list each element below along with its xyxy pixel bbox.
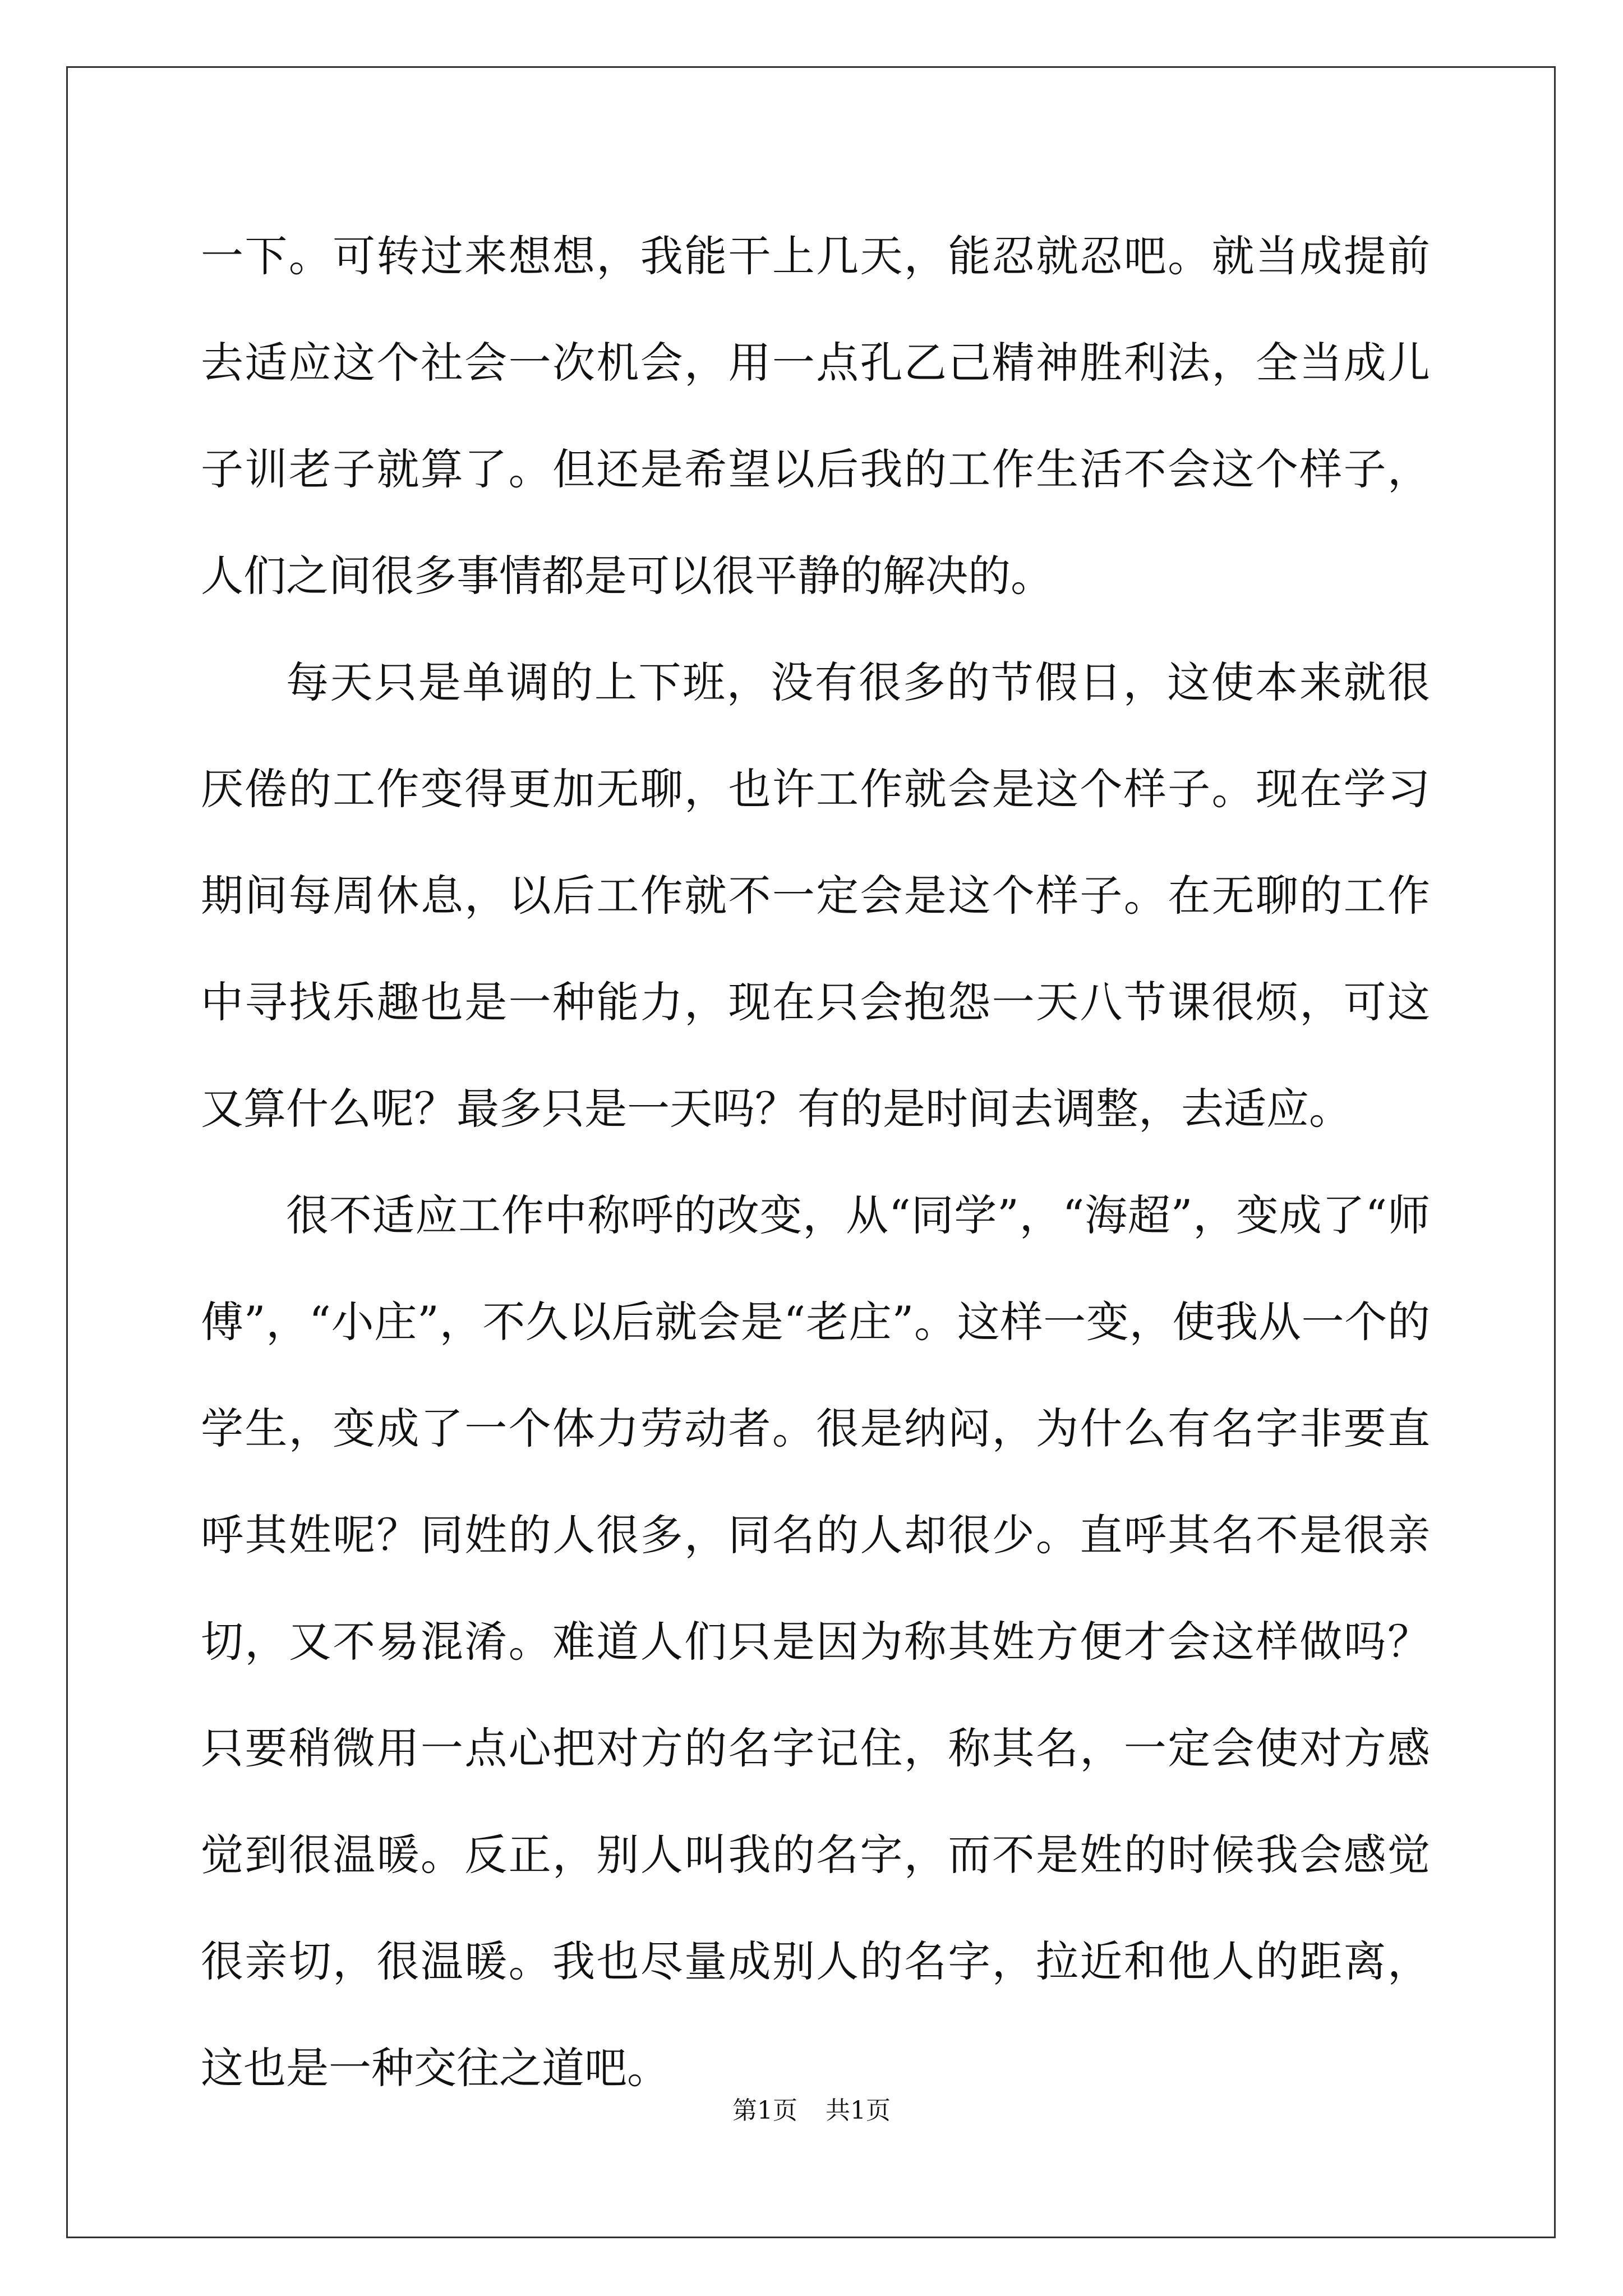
paragraph-1: 一下。可转过来想想，我能干上几天，能忍就忍吧。就当成提前去适应这个社会一次机会，用一点孔乙己精神胜利法，全当成儿子训老子就算了。但还是希望以后我的工作生活不会这个样子，人们之间很多事情都是可以很平静的解决的。 [201,231,1430,601]
page-total: 共1页 [826,2096,891,2125]
paragraph-3: 很不适应工作中称呼的改变，从“同学”，“海超”，变成了“师傅”，“小庄”，不久以后就会是“老庄”。这样一变，使我从一个的学生，变成了一个体力劳动者。很是纳闷，为什么有名字非要直呼其姓呢？同姓的人很多，同名的人却很少。直呼其名不是很亲切，又不易混淆。难道人们只是因为称其姓方便才会这样做吗？只要稍微用一点心把对方的名字记住，称其名，一定会使对方感觉到很温暖。反正，别人叫我的名字，而不是姓的时候我会感觉很亲切，很温暖。我也尽量成别人的名字，拉近和他人的距离，这也是一种交往之道吧。 [201,1190,1430,2093]
page-number: 第1页 [732,2096,797,2125]
document-body [201,203,1430,2122]
page-footer [0,2090,1623,2126]
paragraph-2: 每天只是单调的上下班，没有很多的节假日，这使本来就很厌倦的工作变得更加无聊，也许工作就会是这个样子。现在学习期间每周休息，以后工作就不一定会是这个样子。在无聊的工作中寻找乐趣也是一种能力，现在只会抱怨一天八节课很烦，可这又算什么呢？最多只是一天吗？有的是时间去调整，去适应。 [201,657,1430,1134]
